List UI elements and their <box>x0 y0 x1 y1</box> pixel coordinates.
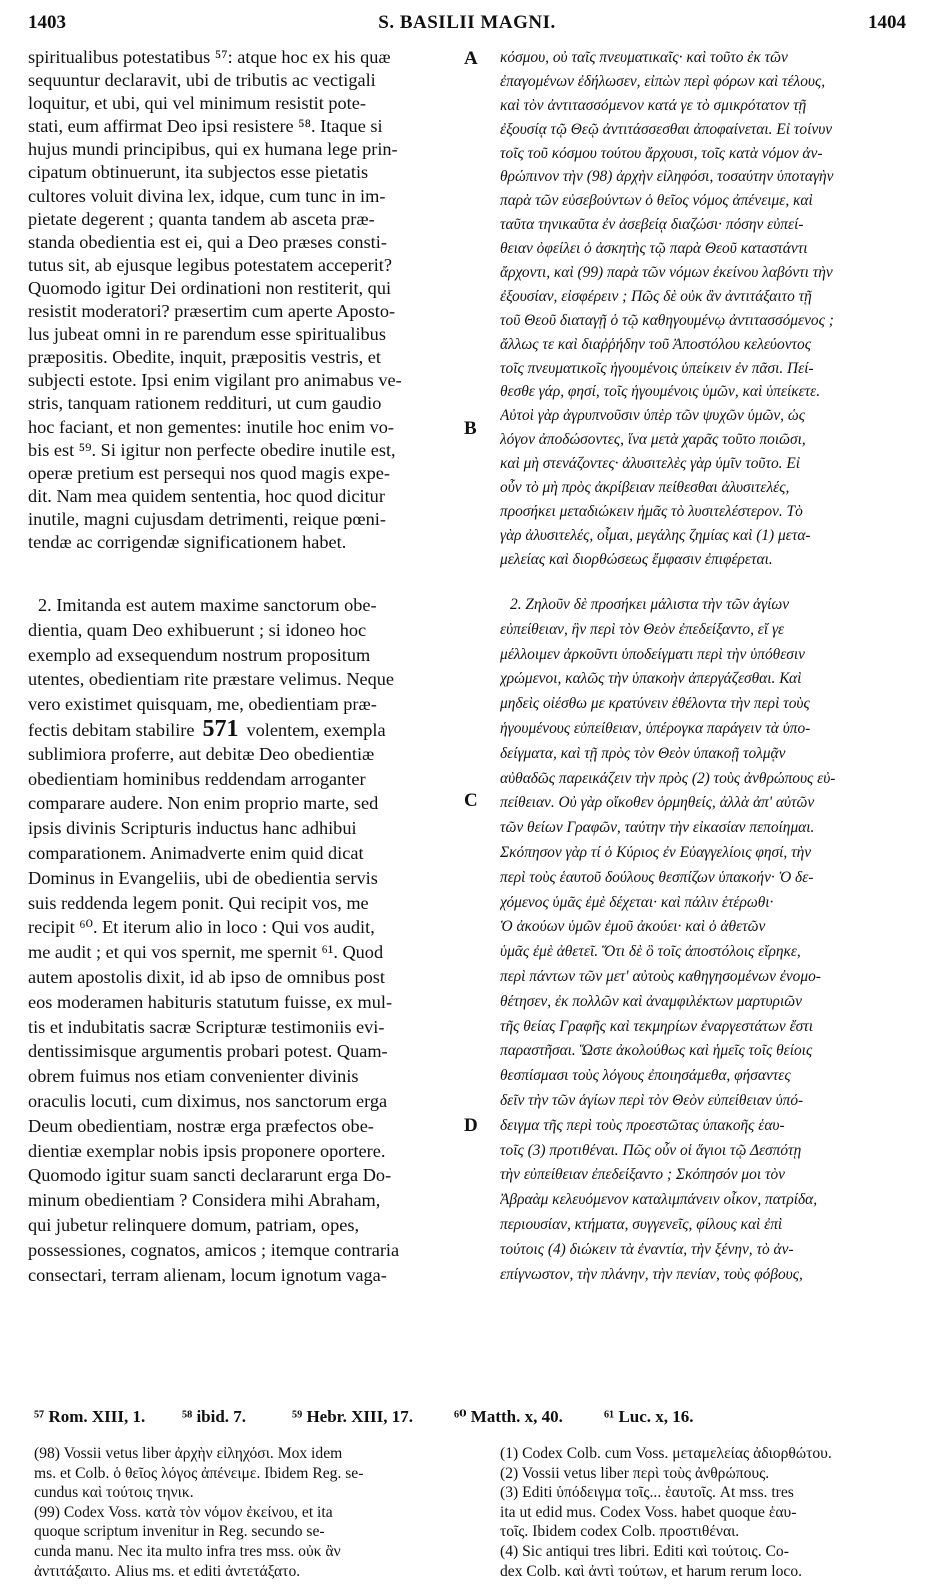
greek-text-line: Ὁ ἀκούων ὑμῶν ἐμοῦ ἀκούει· καὶ ὁ ἀθετῶν <box>500 918 766 936</box>
latin-text-line: utentes, obedientiam rite præstare velimus. Neque <box>28 669 395 690</box>
greek-text-line: καὶ μὴ στενάζοντες· ἀλυσιτελὲς γὰρ ὑμῖν τοῦτο. Εἰ <box>500 455 801 473</box>
greek-text-line: τοῖς τοῦ κόσμου τούτου ἄρχουσι, τοῖς κατὰ νόμον ἀν- <box>500 144 823 162</box>
latin-text-line: loquitur, et ubi, qui vel minimum resistit pote- <box>28 93 366 114</box>
greek-text-line: ἐξουσίᾳ τῷ Θεῷ ἀντιτάσσεσθαι ἀποφαίνεται. Εἰ τοίνυν <box>500 120 833 138</box>
latin-text-line: sublimiora proferre, aut debitæ Deo obedientiæ <box>28 743 375 764</box>
page-number-right: 1404 <box>868 12 906 33</box>
greek-text-line: αὐθαδῶς παρεικάζειν τὴν πρὸς (2) τοὺς ἀνθρώπους εὐ- <box>500 769 836 787</box>
latin-text-line: minum obedientiam ? Considera mihi Abraham, <box>28 1190 381 1211</box>
greek-text-line: ἐπαγομένων ἐδήλωσεν, εἰπὼν περὶ φόρων καὶ τέλους, <box>500 72 826 90</box>
greek-text-line: εὐπείθειαν, ἣν περὶ τὸν Θεὸν ἐπεδείξαντο, εἴ γε <box>500 620 785 638</box>
latin-column-paragraph-2 <box>28 593 460 1287</box>
greek-text-line: θεσθε γάρ, φησί, τοῖς ἡγουμένοις ὑμῶν, καὶ ὑπείκετε. <box>500 383 821 401</box>
latin-text-line: qui jubetur relinquere domum, patriam, opes, <box>28 1214 360 1235</box>
latin-text-line: subjecti estote. Ipsi enim vigilant pro animabus ve- <box>28 370 402 391</box>
latin-text-line: præpositis. Obedite, inquit, præpositis vestris, et <box>28 347 381 368</box>
latin-text-line: suis reddenda legem ponit. Qui recipit vos, me <box>28 892 369 913</box>
latin-text-line: comparationem. Animadverte enim quid dicat <box>28 842 364 863</box>
greek-text-line: τοῦ Θεοῦ διαταγῇ ὁ τῷ καθηγουμένῳ ἀντιτασσόμενος ; <box>500 311 834 329</box>
greek-text-line: μέλλοιμεν ἀρκοῦντι ὑποδείγματι περὶ τὴν ὑπόθεσιν <box>500 645 806 663</box>
latin-text-line: obrem fuimus nos etiam convenienter divinis <box>28 1066 359 1087</box>
scripture-ref: ⁶¹ Luc. x, 16. <box>604 1407 694 1426</box>
latin-text-line: vero existimet quisquam, me, obedientiam præ- <box>28 694 377 715</box>
note-line: (98) Vossii vetus liber ἀρχὴν εἰληχόσι. Mox idem <box>34 1445 343 1462</box>
greek-text-line: Αὐτοὶ γὰρ ἀγρυπνοῦσιν ὑπὲρ τῶν ψυχῶν ὑμῶν, ὡς <box>500 407 805 425</box>
latin-text-fragment: fectis debitam stabilire <box>28 719 195 740</box>
greek-text-line: χόμενος ὑμᾶς ἐμὲ δέχεται· καὶ πάλιν ἑτέρωθι· <box>500 893 774 911</box>
note-line: dex Colb. καὶ ἀντὶ τούτων, et harum rerum loco. <box>500 1562 803 1580</box>
greek-text-line: μελείας καὶ διορθώσεως ἔμφασιν ἐπιφέρεται. <box>500 550 773 568</box>
latin-text-line: hoc faciant, et non gementes: inutile hoc enim vo- <box>28 416 395 437</box>
greek-text-line: καὶ τὸν ἀντιτασσόμενον κατά γε τὸ σμικρότατον τῇ <box>500 96 807 114</box>
greek-column-paragraph-2 <box>500 593 910 1287</box>
note-line: (3) Editi ὑπόδειγμα τοῖς... ἑαυτοῖς. At mss. tres <box>500 1484 794 1502</box>
greek-text-line: 2. Ζηλοῦν δὲ προσήκει μάλιστα τὴν τῶν ἁγίων <box>510 596 790 613</box>
latin-text-line: dit. Nam mea quidem sententia, hoc quod dicitur <box>28 485 385 506</box>
section-marker-b: B <box>464 418 477 439</box>
scripture-ref: ⁵⁹ Hebr. XIII, 17. <box>292 1407 414 1426</box>
greek-text-line: θεσπίσμασι τοὺς λόγους ἐποιησάμεθα, φήσαντες <box>500 1067 791 1085</box>
latin-text-line: tutus sit, ab ejusque legibus potestatem acceperit? <box>28 254 392 275</box>
greek-text-line: ἐξουσίαν, εἰσφέρειν ; Πῶς δὲ οὐκ ἂν ἀντιτάξαιτο τῇ <box>500 287 812 305</box>
scripture-ref: ⁶⁰ Matth. x, 40. <box>454 1407 563 1426</box>
note-line: cunda manu. Nec ita multo infra tres mss. οὐκ ἂν <box>34 1542 341 1560</box>
latin-text-line: exemplo ad exsequendum nostrum propositum <box>28 644 371 665</box>
latin-text-line: stati, eum affirmat Deo ipsi resistere ⁵⁸. Itaque si <box>28 116 383 137</box>
greek-text-line: Ἀβραὰμ κελευόμενον καταλιμπάνειν οἶκον, πατρίδα, <box>500 1191 818 1209</box>
section-marker-d: D <box>464 1115 478 1136</box>
latin-text-line: tis et indubitatis sacræ Scripturæ testimoniis evi- <box>28 1016 385 1037</box>
latin-column-paragraph-1 <box>28 46 460 554</box>
note-line: (1) Codex Colb. cum Voss. μεταμελείας ἀδιορθώτου. <box>500 1445 832 1462</box>
greek-text-line: ταῦτα τηνικαῦτα ἐν ἀσεβείᾳ διαζώσι· πόσην εὐπεί- <box>500 216 804 234</box>
latin-text-line: ipsis divinis Scripturis inductus hanc adhibui <box>28 818 357 839</box>
latin-text-line: pietate degerent ; quanta tandem ab asceta præ- <box>28 208 375 229</box>
latin-text-line: autem apostolis dixit, id ab ipso de omnibus post <box>28 966 385 987</box>
critical-notes-right <box>500 1444 910 1581</box>
latin-text-line: bis est ⁵⁹. Si igitur non perfecte obedire inutile est, <box>28 439 396 460</box>
note-line: cundus καὶ τούτοις τηνικ. <box>34 1484 194 1502</box>
greek-text-line: δείγματα, καὶ τῇ πρὸς τὸν Θεὸν ὑπακοῇ τολμᾷν <box>500 744 786 762</box>
running-title: S. BASILII MAGNI. <box>378 12 556 33</box>
latin-text-line: consectari, terram alienam, locum ignotum vaga- <box>28 1264 387 1285</box>
latin-text-line: hujus mundi principibus, qui ex humana lege prin- <box>28 139 398 160</box>
latin-text-line: comparare audere. Non enim proprio marte, sed <box>28 793 379 814</box>
greek-text-line: τῶν θείων Γραφῶν, ταύτην τὴν εἰκασίαν πεποίημαι. <box>500 819 815 837</box>
latin-text-line: Dominus in Evangeliis, ubi de obedientia servis <box>28 867 378 888</box>
greek-text-line: Σκόπησον γὰρ τί ὁ Κύριος ἐν Εὐαγγελίοις φησί, τὴν <box>500 843 812 861</box>
latin-text-fragment: volentem, exempla <box>246 719 386 740</box>
section-marker-a: A <box>464 48 478 69</box>
latin-text-line: stris, tanquam rationem reddituri, ut cum gaudio <box>28 393 382 414</box>
greek-text-line: περιουσίαν, κτήματα, συγγενεῖς, φίλους καὶ ἐπὶ <box>500 1215 783 1233</box>
greek-text-line: θρώπινον τὴν (98) ἀρχὴν εἰληφόσι, τοσαύτην ὑποταγὴν <box>500 168 834 186</box>
greek-text-line: χρώμενοι, καλῶς τὴν ὑπακοὴν ἀπεργάζεσθαι. Καὶ <box>500 670 802 688</box>
greek-text-line: τῆς θείας Γραφῆς καὶ τεκμηρίων ἐναργεστάτων ἔστι <box>500 1017 814 1035</box>
latin-text-line: oraculis locuti, cum diximus, nos sanctorum erga <box>28 1090 388 1111</box>
latin-text-line: resistit moderatori? præsertim cum aperte Aposto- <box>28 301 396 322</box>
latin-text-line: Deum obedientiam, nostræ erga præfectos obe- <box>28 1115 374 1136</box>
scripture-ref: ⁵⁸ ibid. 7. <box>182 1407 247 1426</box>
note-line: τοῖς. Ibidem codex Colb. προστιθέναι. <box>500 1523 740 1541</box>
greek-text-line: λόγον ἀποδώσοντες, ἵνα μετὰ χαρᾶς τοῦτο ποιῶσι, <box>500 431 806 449</box>
greek-text-line: ἡγουμένους εὐπείθειαν, ὑπέρογκα παράγειν τὰ ὑπο- <box>500 719 811 737</box>
latin-text-line: cultores voluit divina lex, idque, cum tunc in im- <box>28 185 386 206</box>
greek-text-line: περὶ τοὺς ἑαυτοῦ δούλους θεσπίζων ὑπακοήν· Ὁ δε- <box>500 868 814 886</box>
latin-text-line <box>28 717 460 742</box>
greek-text-line: παραστῆσαι. Ὥστε ἀκολούθως καὶ ἡμεῖς τοῖς θείοις <box>500 1042 813 1060</box>
greek-text-line: τούτοις (4) διώκειν τὰ ἐναντία, τὴν ξένην, τὸ ἀν- <box>500 1240 794 1258</box>
greek-text-line: ἄλλως τε καὶ διαῤῥήδην τοῦ Ἀποστόλου κελεύοντος <box>500 335 811 353</box>
latin-text-line: sequuntur declaravit, ubi de tributis ac vectigali <box>28 70 376 91</box>
greek-text-line: θέτησεν, ἐκ πολλῶν καὶ ἀναμφιλέκτων μαρτυριῶν <box>500 992 802 1010</box>
greek-text-line: τὴν εὐπείθειαν ἐπεδείξαντο ; Σκόπησόν μοι τὸν <box>500 1166 785 1184</box>
critical-notes-left <box>34 1444 474 1581</box>
note-line: ita ut edid mus. Codex Voss. habet quoque ἑαυ- <box>500 1503 797 1521</box>
greek-text-line: μηδεὶς οἰέσθω με κρατύνειν ἐθέλοντα τὴν περὶ τοὺς <box>500 695 810 713</box>
greek-text-line: περὶ πάντων τῶν μετ' αὐτοὺς καθηγησομένων ἐνομο- <box>500 967 821 985</box>
note-line: quoque scriptum invenitur in Reg. secundo se- <box>34 1523 325 1541</box>
latin-text-line: dentissimisque argumentis probari potest. Quam- <box>28 1041 388 1062</box>
latin-text-line: lus jubeat omni in re parendum esse spiritualibus <box>28 324 386 345</box>
latin-text-line: spiritualibus potestatibus ⁵⁷: atque hoc ex his quæ <box>28 47 391 67</box>
latin-text-line: dientia, quam Deo exhibuerunt ; si idoneo hoc <box>28 619 367 640</box>
greek-text-line: δειγμα τῆς περὶ τοὺς προεστῶτας ὑπακοῆς ἑαυ- <box>500 1116 785 1134</box>
page-number-left: 1403 <box>28 12 66 33</box>
latin-text-line: possessiones, cognatos, amicos ; itemque contraria <box>28 1239 400 1260</box>
latin-text-line: inutile, magni cujusdam detrimenti, reique pœni- <box>28 508 386 529</box>
greek-text-line: επίγνωστον, τὴν πλάνην, τὴν πενίαν, τοὺς φόβους, <box>500 1265 803 1283</box>
page-header <box>28 12 906 40</box>
note-line: (4) Sic antiqui tres libri. Editi καὶ τούτοις. Co- <box>500 1542 789 1560</box>
note-line: (2) Vossii vetus liber περὶ τοὺς ἀνθρώπους. <box>500 1464 770 1482</box>
note-line: ἀντιτάξαιτο. Alius ms. et editi ἀντετάξατο. <box>34 1562 301 1580</box>
greek-text-line: τοῖς (3) προτιθέναι. Πῶς οὖν οἱ ἅγιοι τῷ Δεσπότῃ <box>500 1141 802 1159</box>
note-line: (99) Codex Voss. κατὰ τὸν νόμον ἐκείνου, et ita <box>34 1503 333 1521</box>
greek-text-line: πείθειαν. Οὐ γὰρ οἴκοθεν ὁρμηθείς, ἀλλὰ ἀπ' αὐτῶν <box>500 794 815 812</box>
greek-column-paragraph-1 <box>500 46 910 572</box>
latin-text-line: Quomodo igitur suam sancti declararunt erga Do- <box>28 1165 392 1186</box>
greek-text-line: ἄρχοντι, καὶ (99) παρὰ τῶν νόμων ἐκείνου λαβόντι τὴν <box>500 264 833 282</box>
latin-text-line: 2. Imitanda est autem maxime sanctorum obe- <box>38 595 377 615</box>
greek-text-line: οὖν τὸ μὴ πρὸς ἀκρίβειαν πείθεσθαι ἀλυσιτελές, <box>500 479 790 497</box>
note-line: ms. et Colb. ὁ θεῖος λόγος ἀπένειμε. Ibidem Reg. se- <box>34 1464 364 1482</box>
greek-text-line: παρὰ τῶν εὐσεβούντων ὁ θεῖος νόμος ἀπένειμε, καὶ <box>500 192 813 210</box>
greek-text-line: γὰρ ἀλυσιτελές, οἶμαι, μεγάλης ζημίας καὶ (1) μετα- <box>500 526 811 544</box>
latin-text-line: me audit ; et qui vos spernit, me spernit ⁶¹. Quod <box>28 942 384 963</box>
latin-text-line: tendæ ac corrigendæ significationem habet. <box>28 531 347 552</box>
scripture-ref: ⁵⁷ Rom. XIII, 1. <box>34 1407 146 1426</box>
section-marker-c: C <box>464 790 478 811</box>
latin-text-line: recipit ⁶⁰. Et iterum alio in loco : Qui vos audit, <box>28 917 375 938</box>
latin-text-line: operæ pretium est persequi nos quod magis expe- <box>28 462 390 483</box>
latin-text-line: obedientiam hominibus reddendam arroganter <box>28 768 366 789</box>
latin-text-line: Quomodo igitur Dei ordinationi non restiterit, qui <box>28 277 392 298</box>
inline-page-number: 571 <box>202 715 239 742</box>
latin-text-line: standa obedientia est ei, qui a Deo præses consti- <box>28 231 387 252</box>
scripture-references <box>34 1407 914 1431</box>
greek-text-line: δεῖν τὴν τῶν ἁγίων περὶ τὸν Θεὸν εὐπείθειαν ὑπό- <box>500 1091 804 1109</box>
greek-text-line: θειαν ὀφείλει ὁ ἀσκητὴς τῷ παρὰ Θεοῦ καταστάντι <box>500 240 808 258</box>
greek-text-line: τοῖς πνευματικοῖς ἡγουμένοις ὑπείκειν ἐν πᾶσι. Πεί- <box>500 359 814 377</box>
greek-text-line: ὑμᾶς ἐμὲ ἀθετεῖ. Ὅτι δὲ ὃ τοῖς ἀποστόλοις εἴρηκε, <box>500 943 801 961</box>
latin-text-line: cipatum obtinuerunt, ita subjectos esse pietatis <box>28 162 369 183</box>
latin-text-line: eos moderamen habituris statutum fuisse, ex mul- <box>28 991 393 1012</box>
latin-text-line: dientiæ exemplar nobis ipsis proponere oportere. <box>28 1140 386 1161</box>
greek-text-line: προσήκει μεταδιώκειν ἡμᾶς τὸ λυσιτελέστερον. Τὸ <box>500 502 803 520</box>
greek-text-line: κόσμου, οὐ ταῖς πνευματικαῖς· καὶ τοῦτο ἐκ τῶν <box>500 49 788 66</box>
